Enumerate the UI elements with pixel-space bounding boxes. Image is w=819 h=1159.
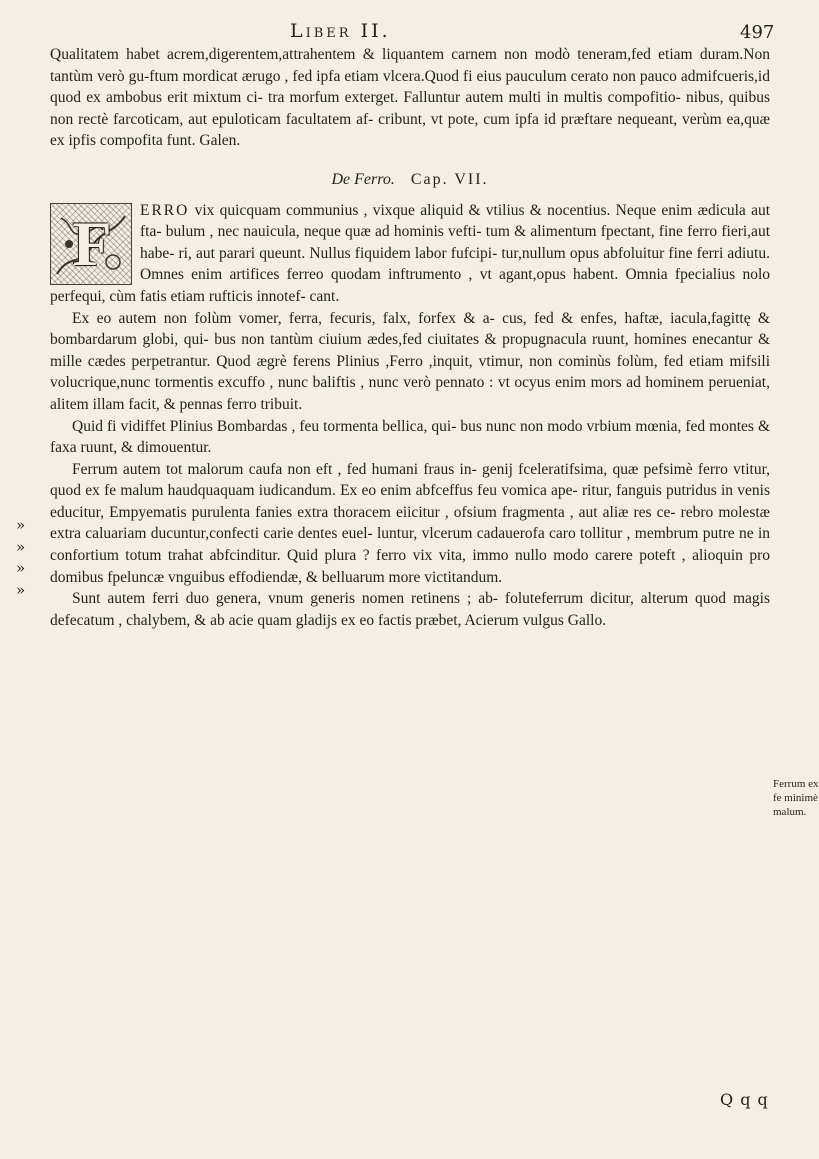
marginal-note-line: fe minimè bbox=[773, 792, 818, 804]
chapter-paragraph-4: Ferrum autem tot malorum caufa non eft , fed humani fraus in- genij fceleratifsima, quæ pefsimè ferro vtitur, quod ex fe malum haudquaquam iudicandum. Ex eo enim abfceffus feu vomica ape- ritur, fanguis putridus in venis educitur, Empyematis purulenta fanies extra thoracem eiicitur , ofsium fragmenta , aut aliæ res ce- rebro molestæ extra caluariam ducuntur,confecti carie dentes euel- luntur, vlcerum cadauerofa caro tollitur , membrum putre ne in confortium totum trahat abfcinditur. Quid plura ? ferro vix vita, immo nullo modo carere poteft , alioquin pro domibus fpeluncæ vnguibus effodiendæ, & belluarum more victitandum. bbox=[50, 460, 770, 586]
quote-mark: » bbox=[16, 559, 26, 578]
running-title: Liber II. bbox=[290, 20, 391, 42]
marginal-note bbox=[773, 777, 819, 819]
initial-letter: F bbox=[72, 207, 112, 279]
quote-mark: » bbox=[16, 537, 26, 556]
marginal-note-line: malum. bbox=[773, 806, 807, 818]
chapter-paragraph-5: Sunt autem ferri duo genera, vnum generis nomen retinens ; ab- foluteferrum dicitur, alterum quod magis defecatum , chalybem, & ab acie quam gladijs ex eo factis præbet, Acierum vulgus Gallo. bbox=[50, 590, 770, 629]
text-block bbox=[50, 44, 770, 631]
chapter-subject: De Ferro. bbox=[331, 170, 395, 188]
decorated-initial bbox=[50, 203, 132, 285]
chapter-paragraph-3: Quid fi vidiffet Plinius Bombardas , feu tormenta bellica, qui- bus nunc non modo vrbium mœnia, fed montes & faxa ruunt, & dimouentur. bbox=[50, 417, 770, 457]
chapter-opening-paragraph bbox=[50, 200, 770, 308]
quote-mark: » bbox=[16, 580, 26, 599]
chapter-paragraph-1: vix quicquam communius , vixque aliquid & vtilius & nocentius. Neque enim ædicula aut fta- bulum , nec nauicula, neque quæ ad hominis vefti- tum & alimentum fpectant, fine ferro fieri,aut habe- ri, aut parari queunt. Nullus fiquidem labor fufcipi- tur,nullum opus abfoluitur fine ferri adiutu. Omnes enim artifices ferreo quodam inftrumento , vt agant,opus habent. Omnia fpecialius nolo perfequi, cùm fatis etiam rufticis innotef- cant. bbox=[50, 201, 770, 305]
chapter-number: Cap. VII. bbox=[410, 170, 489, 188]
chapter-paragraph-2: Ex eo autem non folùm vomer, ferra, fecuris, falx, forfex & a- cus, fed & enfes, haftæ, iacula,fagittę & bombardarum globi, qui- bus non tantùm ciuium ædes,fed ciuitates & propugnacula ruunt, homines enecantur & mille cædes perpetrantur. Quod ægrè ferens Plinius ,Ferro ,inquit, vtimur, non cominùs folùm, fed etiam mifsili volucrique,nunc tormentis excuffo , nunc baliftis , nunc verò pennato : vt ocyus enim mors ad hominem perueniat, alitem illam facit, & pennas ferro tribuit. bbox=[50, 309, 770, 413]
page-number: 497 bbox=[740, 22, 775, 43]
signature-mark: Q q q bbox=[720, 1090, 769, 1109]
quotation-marks bbox=[16, 515, 36, 601]
first-word: ERRO bbox=[140, 201, 190, 219]
marginal-note-line: Ferrum ex bbox=[773, 778, 819, 790]
quote-mark: » bbox=[16, 516, 26, 534]
intro-paragraph: Qualitatem habet acrem,digerentem,attrahentem & liquantem carnem non modò teneram,fed etiam duram.Non tantùm verò gu-ftum mordicat ærugo , fed ipfa etiam vlcera.Quod fi eius pauculum cerato non pauco admifcueris,id quod ex ambobus erit mixtum ci- tra morfum exterget. Falluntur autem multi in multis compofitio- nibus, quibus non rectè farcoticam, aut epuloticam facultatem af- cribunt, vt pote, cum ipfa id præftare nequeant, verùm ea,quæ ex ipfis compofita funt. Galen. bbox=[50, 46, 770, 150]
chapter-heading bbox=[50, 169, 770, 191]
